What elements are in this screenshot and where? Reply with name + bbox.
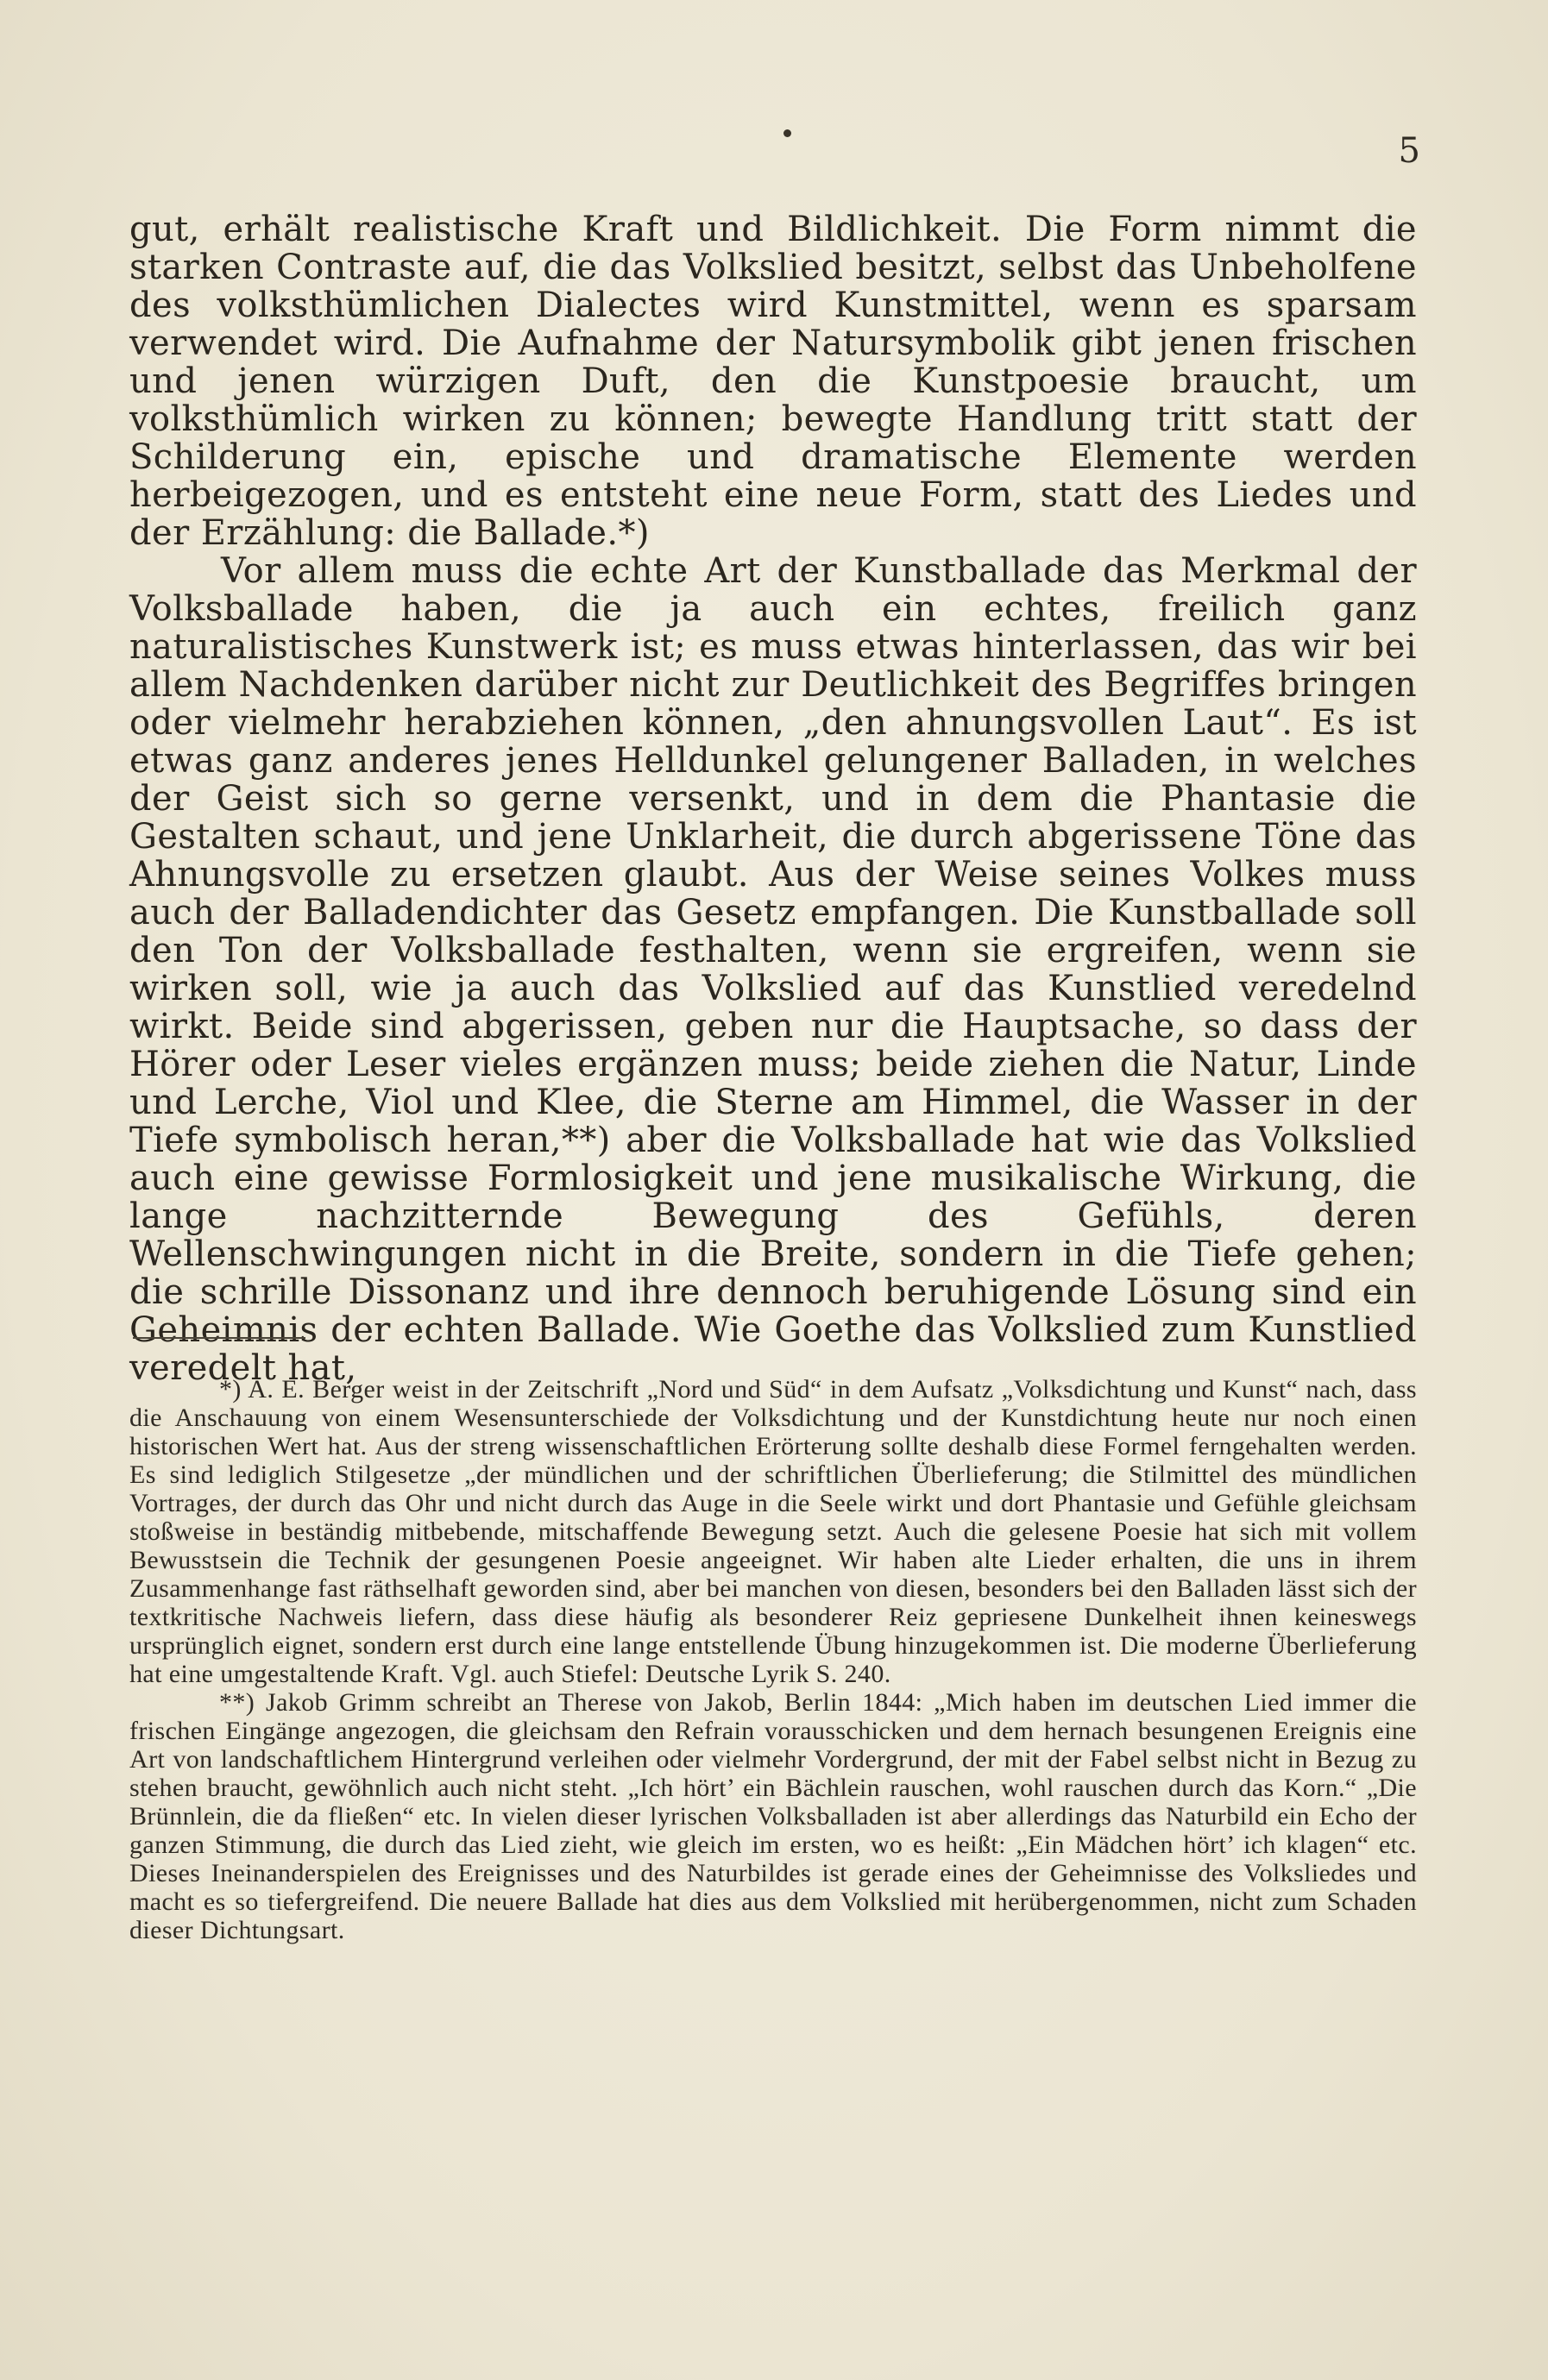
main-text — [129, 210, 1417, 1387]
paragraph-1: gut, erhält realistische Kraft und Bildlichkeit. Die Form nimmt die starken Contraste auf, die das Volkslied besitzt, selbst das Unbeholfene des volksthümlichen Dialectes wird Kunstmittel, wenn es sparsam verwendet wird. Die Aufnahme der Natursymbolik gibt jenen frischen und jenen würzigen Duft, den die Kunstpoesie braucht, um volksthümlich wirken zu können; bewegte Handlung tritt statt der Schilderung ein, epische und dramatische Elemente werden herbeigezogen, und es entsteht eine neue Form, statt des Liedes und der Erzählung: die Ballade.*) — [129, 210, 1417, 553]
ink-dot — [783, 129, 791, 137]
footnote-2: **) Jakob Grimm schreibt an Therese von Jakob, Berlin 1844: „Mich haben im deutschen Lied immer die frischen Eingänge angezogen, die gleichsam den Refrain vorausschicken und dem hernach besungenen Ereignis eine Art von landschaftlichem Hintergrund verleihen oder vielmehr Vordergrund, der mit der Fabel selbst nicht in Bezug zu stehen braucht, gewöhnlich auch nicht steht. „Ich hört’ ein Bächlein rauschen, wohl rauschen durch das Korn.“ „Die Brünnlein, die da fließen“ etc. In vielen dieser lyrischen Volksballaden ist aber allerdings das Naturbild ein Echo der ganzen Stimmung, die durch das Lied zieht, wie gleich im ersten, wo es heißt: „Ein Mädchen hört’ ich klagen“ etc. Dieses Ineinanderspielen des Ereignisses und des Naturbildes ist gerade eines der Geheimnisse des Volksliedes und macht es so tiefergreifend. Die neuere Ballade hat dies aus dem Volkslied mit herübergenommen, nicht zum Schaden dieser Dichtungsart. — [129, 1688, 1417, 1944]
footnotes — [129, 1375, 1417, 1944]
page-number: 5 — [1398, 131, 1420, 171]
footnote-1: *) A. E. Berger weist in der Zeitschrift „Nord und Süd“ in dem Aufsatz „Volksdichtung und Kunst“ nach, dass die Anschauung von einem Wesensunterschiede der Volksdichtung und der Kunstdichtung heute nur noch einen historischen Wert hat. Aus der streng wissenschaftlichen Erörterung sollte deshalb diese Formel ferngehalten werden. Es sind lediglich Stilgesetze „der mündlichen und der schriftlichen Überlieferung; die Stilmittel des mündlichen Vortrages, der durch das Ohr und nicht durch das Auge in die Seele wirkt und dort Phantasie und Gefühle gleichsam stoßweise in beständig mitbebende, mitschaffende Bewegung setzt. Auch die gelesene Poesie hat sich mit vollem Bewusstsein die Technik der gesungenen Poesie angeeignet. Wir haben alte Lieder erhalten, die uns in ihrem Zusammenhange fast räthselhaft geworden sind, aber bei manchen von diesen, besonders bei den Balladen lässt sich der textkritische Nachweis liefern, dass diese häufig als besonderer Reiz gepriesene Dunkelheit ihnen keineswegs ursprünglich eignet, sondern erst durch eine lange entstellende Übung hinzugekommen ist. Die moderne Überlieferung hat eine umgestaltende Kraft. Vgl. auch Stiefel: Deutsche Lyrik S. 240. — [129, 1375, 1417, 1688]
footnote-separator — [133, 1337, 305, 1339]
paragraph-2: Vor allem muss die echte Art der Kunstballade das Merkmal der Volksballade haben, die ja auch ein echtes, freilich ganz naturalistisches Kunstwerk ist; es muss etwas hinterlassen, das wir bei allem Nachdenken darüber nicht zur Deutlichkeit des Begriffes bringen oder vielmehr herabziehen können, „den ahnungsvollen Laut“. Es ist etwas ganz anderes jenes Helldunkel gelungener Balladen, in welches der Geist sich so gerne versenkt, und in dem die Phantasie die Gestalten schaut, und jene Unklarheit, die durch abgerissene Töne das Ahnungsvolle zu ersetzen glaubt. Aus der Weise seines Volkes muss auch der Balladendichter das Gesetz empfangen. Die Kunstballade soll den Ton der Volksballade festhalten, wenn sie ergreifen, wenn sie wirken soll, wie ja auch das Volkslied auf das Kunstlied veredelnd wirkt. Beide sind abgerissen, geben nur die Hauptsache, so dass der Hörer oder Leser vieles ergänzen muss; beide ziehen die Natur, Linde und Lerche, Viol und Klee, die Sterne am Himmel, die Wasser in der Tiefe symbolisch heran,**) aber die Volksballade hat wie das Volkslied auch eine gewisse Formlosigkeit und jene musikalische Wirkung, die lange nachzitternde Bewegung des Gefühls, deren Wellenschwingungen nicht in die Breite, sondern in die Tiefe gehen; die schrille Dissonanz und ihre dennoch beruhigende Lösung sind ein Geheimnis der echten Ballade. Wie Goethe das Volkslied zum Kunstlied veredelt hat, — [129, 551, 1417, 1388]
